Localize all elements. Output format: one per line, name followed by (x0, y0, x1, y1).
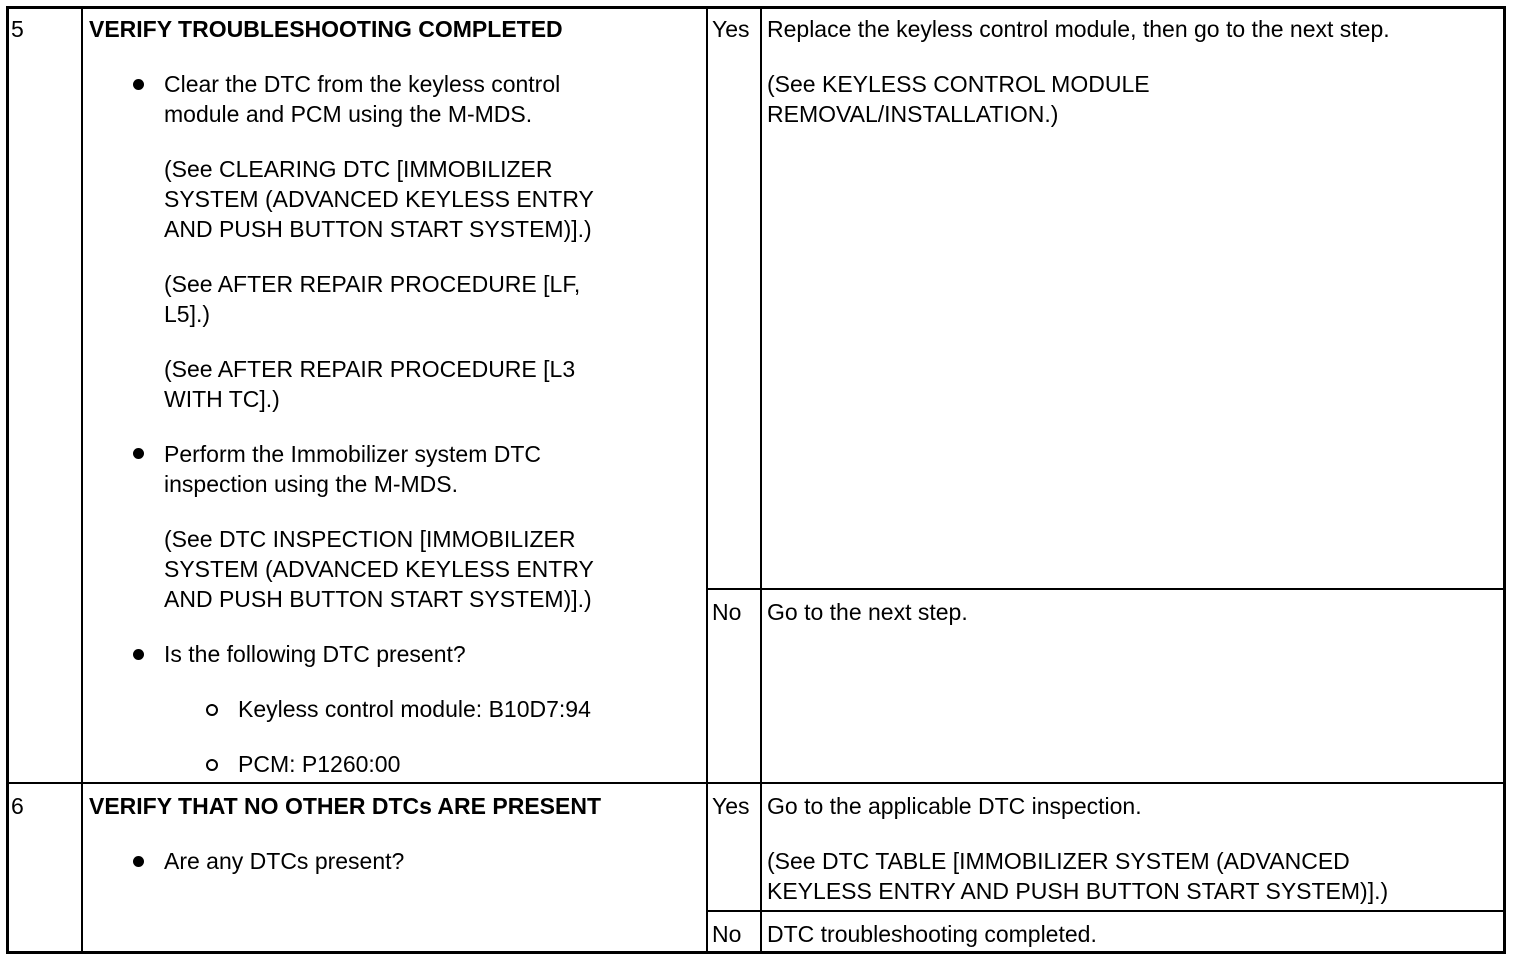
step-number: 5 (11, 16, 24, 42)
yes-label: Yes (712, 793, 750, 819)
row-divider-5-6 (6, 782, 1506, 784)
circle-bullet-icon (206, 759, 218, 771)
no-action-text: DTC troubleshooting completed. (767, 921, 1097, 947)
reference-text: AND PUSH BUTTON START SYSTEM)].) (164, 216, 592, 242)
inspection-text: module and PCM using the M-MDS. (164, 101, 533, 127)
reference-text: (See AFTER REPAIR PROCEDURE [L3 (164, 356, 576, 382)
bullet-icon (133, 79, 144, 90)
yes-action-text: (See KEYLESS CONTROL MODULE (767, 71, 1150, 97)
no-action-text: Go to the next step. (767, 599, 968, 625)
reference-text: L5].) (164, 301, 211, 327)
yes-label: Yes (712, 16, 750, 42)
dtc-code-text: PCM: P1260:00 (238, 751, 401, 777)
col-divider-result (706, 6, 708, 954)
step-title: VERIFY THAT NO OTHER DTCs ARE PRESENT (89, 793, 602, 819)
reference-text: SYSTEM (ADVANCED KEYLESS ENTRY (164, 556, 594, 582)
yes-action-text: Replace the keyless control module, then go to the next step. (767, 16, 1390, 42)
yes-action-text: REMOVAL/INSTALLATION.) (767, 101, 1059, 127)
bullet-icon (133, 448, 144, 459)
reference-text: (See AFTER REPAIR PROCEDURE [LF, (164, 271, 581, 297)
col-divider-step (81, 6, 83, 954)
bullet-icon (133, 856, 144, 867)
reference-text: (See CLEARING DTC [IMMOBILIZER (164, 156, 553, 182)
inspection-text: Perform the Immobilizer system DTC (164, 441, 542, 467)
reference-text: SYSTEM (ADVANCED KEYLESS ENTRY (164, 186, 594, 212)
dtc-code-text: Keyless control module: B10D7:94 (238, 696, 591, 722)
circle-bullet-icon (206, 704, 218, 716)
yes-action-text: Go to the applicable DTC inspection. (767, 793, 1142, 819)
row5-yes-no-divider (706, 588, 1506, 590)
no-label: No (712, 921, 742, 947)
reference-text: (See DTC INSPECTION [IMMOBILIZER (164, 526, 576, 552)
inspection-text: Is the following DTC present? (164, 641, 466, 667)
inspection-text: Are any DTCs present? (164, 848, 405, 874)
yes-action-text: KEYLESS ENTRY AND PUSH BUTTON START SYSTEM)].) (767, 878, 1389, 904)
yes-action-text: (See DTC TABLE [IMMOBILIZER SYSTEM (ADVANCED (767, 848, 1350, 874)
col-divider-action (760, 6, 762, 954)
step-number: 6 (11, 793, 24, 819)
inspection-text: Clear the DTC from the keyless control (164, 71, 561, 97)
inspection-text: inspection using the M-MDS. (164, 471, 459, 497)
bullet-icon (133, 649, 144, 660)
reference-text: WITH TC].) (164, 386, 280, 412)
reference-text: AND PUSH BUTTON START SYSTEM)].) (164, 586, 592, 612)
step-title: VERIFY TROUBLESHOOTING COMPLETED (89, 16, 563, 42)
no-label: No (712, 599, 742, 625)
row6-yes-no-divider (706, 910, 1506, 912)
